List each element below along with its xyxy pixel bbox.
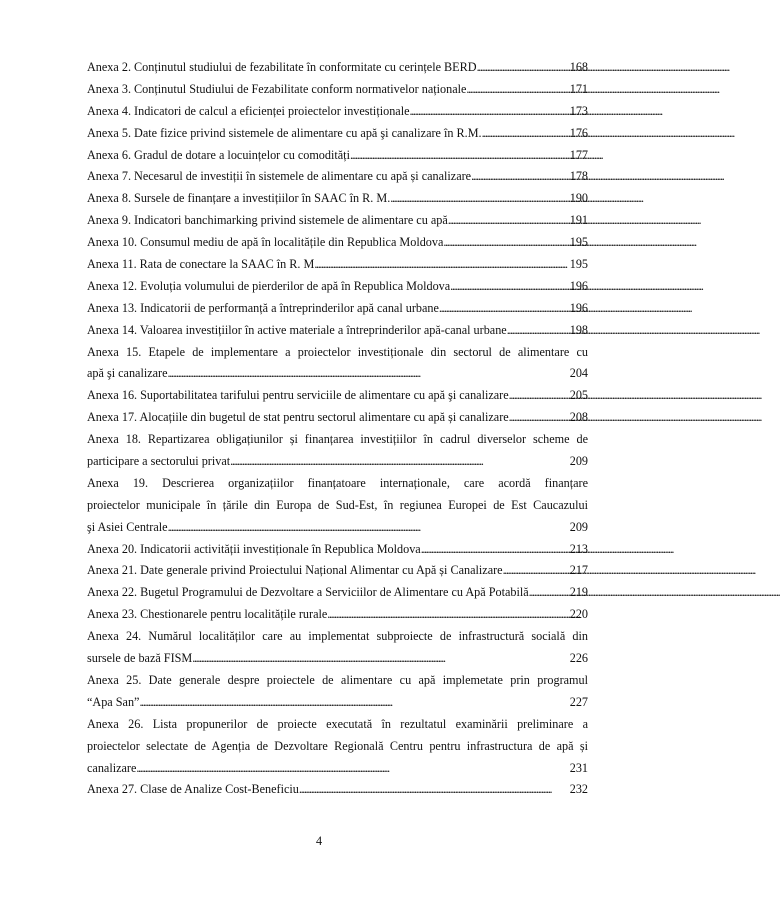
toc-entry-title: Anexa 13. Indicatorii de performanță a întreprinderilor apă canal urbane [87,300,439,315]
toc-entry[interactable] [87,79,588,101]
toc-entry-title: Anexa 10. Consumul mediu de apă în localitățile din Republica Moldova [87,235,444,250]
toc-entry[interactable] [87,670,588,714]
toc-entry-line [87,385,588,407]
toc-entry[interactable] [87,188,588,210]
dot-leader [390,188,568,210]
toc-entry-title: Anexa 27. Clase de Analize Cost-Beneficiu [87,782,299,797]
toc-entry-title: Anexa 8. Sursele de finanțare a investițiilor în SAAC în R. M. [87,191,391,206]
toc-entry-line [87,648,588,670]
toc-entry-page: 196 [569,278,588,293]
page-number: 4 [315,834,323,848]
dot-leader [136,758,568,780]
toc-entry[interactable] [87,714,588,780]
toc-entry-line [87,298,588,320]
toc-entry-page: 231 [569,760,588,775]
toc-entry-title: Anexa 14. Valoarea investițiilor în active materiale a întreprinderilor apă-canal urbane [87,322,507,337]
toc-entry-page: 205 [569,388,588,403]
toc-entry-line [87,604,588,626]
toc-entry-line [87,539,588,561]
toc-entry[interactable] [87,385,588,407]
toc-entry-title: Anexa 16. Suportabilitatea tarifului pentru serviciile de alimentare cu apă şi canalizare [87,388,509,403]
toc-entry-page: 220 [569,607,588,622]
toc-entry-page: 190 [569,191,588,206]
toc-entry-page: 196 [569,300,588,315]
toc-entry-title: Anexa 23. Chestionarele pentru localitățile rurale [87,607,328,622]
dot-leader [509,407,569,429]
dot-leader [168,517,569,539]
toc-entry-line [87,692,588,714]
dot-leader [168,363,569,385]
toc-entry-title: apă şi canalizare [87,366,168,381]
toc-entry-page: 217 [569,563,588,578]
toc-entry-title: Anexa 9. Indicatori banchimarking privind sistemele de alimentare cu apă [87,213,448,228]
toc-entry[interactable] [87,101,588,123]
dot-leader [443,232,568,254]
toc-entry-line [87,57,588,79]
toc-entry-line [87,254,588,276]
dot-leader [477,57,569,79]
toc-entry[interactable] [87,407,588,429]
dot-leader [466,79,568,101]
toc-entry-line [87,363,588,385]
toc-entry-title: Anexa 17. Alocațiile din bugetul de stat pentru sectorul alimentare cu apă și canalizare [87,410,509,425]
toc-entry-line [87,451,588,473]
table-of-contents [87,57,588,801]
toc-entry-page: 209 [569,454,588,469]
toc-entry-line [87,79,588,101]
dot-leader [410,101,569,123]
toc-entry-title: sursele de bază FISM [87,651,193,666]
toc-entry[interactable] [87,626,588,670]
toc-entry-page: 226 [569,651,588,666]
toc-entry[interactable] [87,145,588,167]
toc-entry[interactable] [87,166,588,188]
dot-leader [421,539,569,561]
toc-entry-page: 173 [569,103,588,118]
toc-entry-page: 227 [569,694,588,709]
dot-leader [192,648,568,670]
toc-entry-text-line: Anexa 15. Etapele de implementare a proiectelor investiționale din sectorul de alimentare cu [87,344,588,359]
toc-entry[interactable] [87,473,588,539]
toc-entry-page: 195 [569,257,588,272]
toc-entry-title: Anexa 4. Indicatori de calcul a eficienței proiectelor investiționale [87,103,410,118]
toc-entry-page: 178 [569,169,588,184]
dot-leader [139,692,568,714]
dot-leader [450,276,569,298]
toc-entry-line [87,320,588,342]
toc-entry[interactable] [87,429,588,473]
toc-entry-page: 208 [569,410,588,425]
toc-entry[interactable] [87,232,588,254]
toc-entry-title: Anexa 7. Necesarul de investiții în sistemele de alimentare cu apă și canalizare [87,169,472,184]
toc-entry-page: 171 [569,81,588,96]
toc-entry-page: 191 [569,213,588,228]
toc-entry-page: 177 [569,147,588,162]
toc-entry-text-line: Anexa 26. Lista propunerilor de proiecte executată în rezultatul examinării preliminare a [87,716,588,731]
dot-leader [439,298,569,320]
dot-leader [350,145,569,167]
toc-entry-title: şi Asiei Centrale [87,519,168,534]
toc-entry-page: 219 [569,585,588,600]
dot-leader [327,604,568,626]
toc-entry[interactable] [87,276,588,298]
toc-entry-title: canalizare [87,760,137,775]
dot-leader [503,560,569,582]
toc-entry[interactable] [87,779,588,801]
dot-leader [314,254,568,276]
toc-entry-title: “Apa San” [87,694,140,709]
toc-entry-page: 213 [569,541,588,556]
dot-leader [230,451,569,473]
toc-entry[interactable] [87,342,588,386]
toc-entry-line [87,407,588,429]
toc-entry[interactable] [87,560,588,582]
toc-entry[interactable] [87,320,588,342]
toc-entry-title: Anexa 5. Date fizice privind sistemele de alimentare cu apă şi canalizare în R.M. [87,125,482,140]
toc-entry-page: 168 [569,60,588,74]
dot-leader [299,779,569,801]
toc-entry-line [87,166,588,188]
dot-leader [471,166,569,188]
toc-entry-title: Anexa 21. Date generale privind Proiectului Național Alimentar cu Apă și Canalizare [87,563,503,578]
toc-entry-line [87,123,588,145]
toc-entry-line [87,188,588,210]
toc-entry[interactable] [87,254,588,276]
toc-entry-title: Anexa 3. Conținutul Studiului de Fezabilitate conform normativelor naționale [87,81,467,96]
toc-entry-text-line: Anexa 24. Numărul localităților care au implementat subproiecte de infrastructură socială din [87,629,588,644]
dot-leader [507,320,569,342]
toc-entry-line [87,101,588,123]
toc-entry-page: 232 [569,782,588,797]
toc-entry-line [87,232,588,254]
toc-entry-line [87,582,588,604]
toc-entry-title: participare a sectorului privat [87,454,231,469]
toc-entry[interactable] [87,210,588,232]
toc-entry[interactable] [87,298,588,320]
toc-entry-text-line: Anexa 25. Date generale despre proiectele de alimentare cu apă implemetate prin programul [87,672,588,687]
toc-entry[interactable] [87,539,588,561]
toc-entry-line [87,276,588,298]
toc-entry-line [87,758,588,780]
toc-entry[interactable] [87,582,588,604]
toc-entry-title: Anexa 11. Rata de conectare la SAAC în R. M [87,257,315,272]
toc-entry-page: 209 [569,519,588,534]
dot-leader [448,210,569,232]
toc-entry-page: 204 [569,366,588,381]
toc-entry-text-line: proiectelor municipale în țările din Europa de Sud-Est, în regiunea Europei de Est Caucazului [87,497,588,512]
toc-entry-title: Anexa 12. Evoluția volumului de pierderilor de apă în Republica Moldova [87,278,451,293]
toc-entry-page: 195 [569,235,588,250]
toc-entry-page: 198 [569,322,588,337]
toc-entry-line [87,210,588,232]
toc-entry-line [87,517,588,539]
dot-leader [529,582,569,604]
toc-entry-text-line: Anexa 19. Descrierea organizațiilor finanțatoare internaționale, care acordă finanțare [87,475,588,490]
dot-leader [482,123,569,145]
toc-entry-title: Anexa 2. Conținutul studiului de fezabilitate în conformitate cu cerințele BERD [87,60,477,74]
toc-entry[interactable] [87,604,588,626]
toc-entry[interactable] [87,123,588,145]
dot-leader [509,385,569,407]
toc-entry-title: Anexa 6. Gradul de dotare a locuințelor cu comodități [87,147,350,162]
toc-entry-title: Anexa 22. Bugetul Programului de Dezvoltare a Serviciilor de Alimentare cu Apă Potabilă [87,585,529,600]
toc-entry[interactable] [87,57,588,79]
toc-entry-line [87,145,588,167]
toc-entry-title: Anexa 20. Indicatorii activității investiționale în Republica Moldova [87,541,421,556]
toc-entry-page: 176 [569,125,588,140]
toc-entry-text-line: Anexa 18. Repartizarea obligațiunilor și finanțarea investițiilor în cadrul diverselor scheme de [87,432,588,447]
toc-entry-line [87,779,588,801]
toc-entry-text-line: proiectelor selectate de Agenția de Dezvoltare Regională Centru pentru infrastructura de apă și [87,738,588,753]
toc-entry-line [87,560,588,582]
